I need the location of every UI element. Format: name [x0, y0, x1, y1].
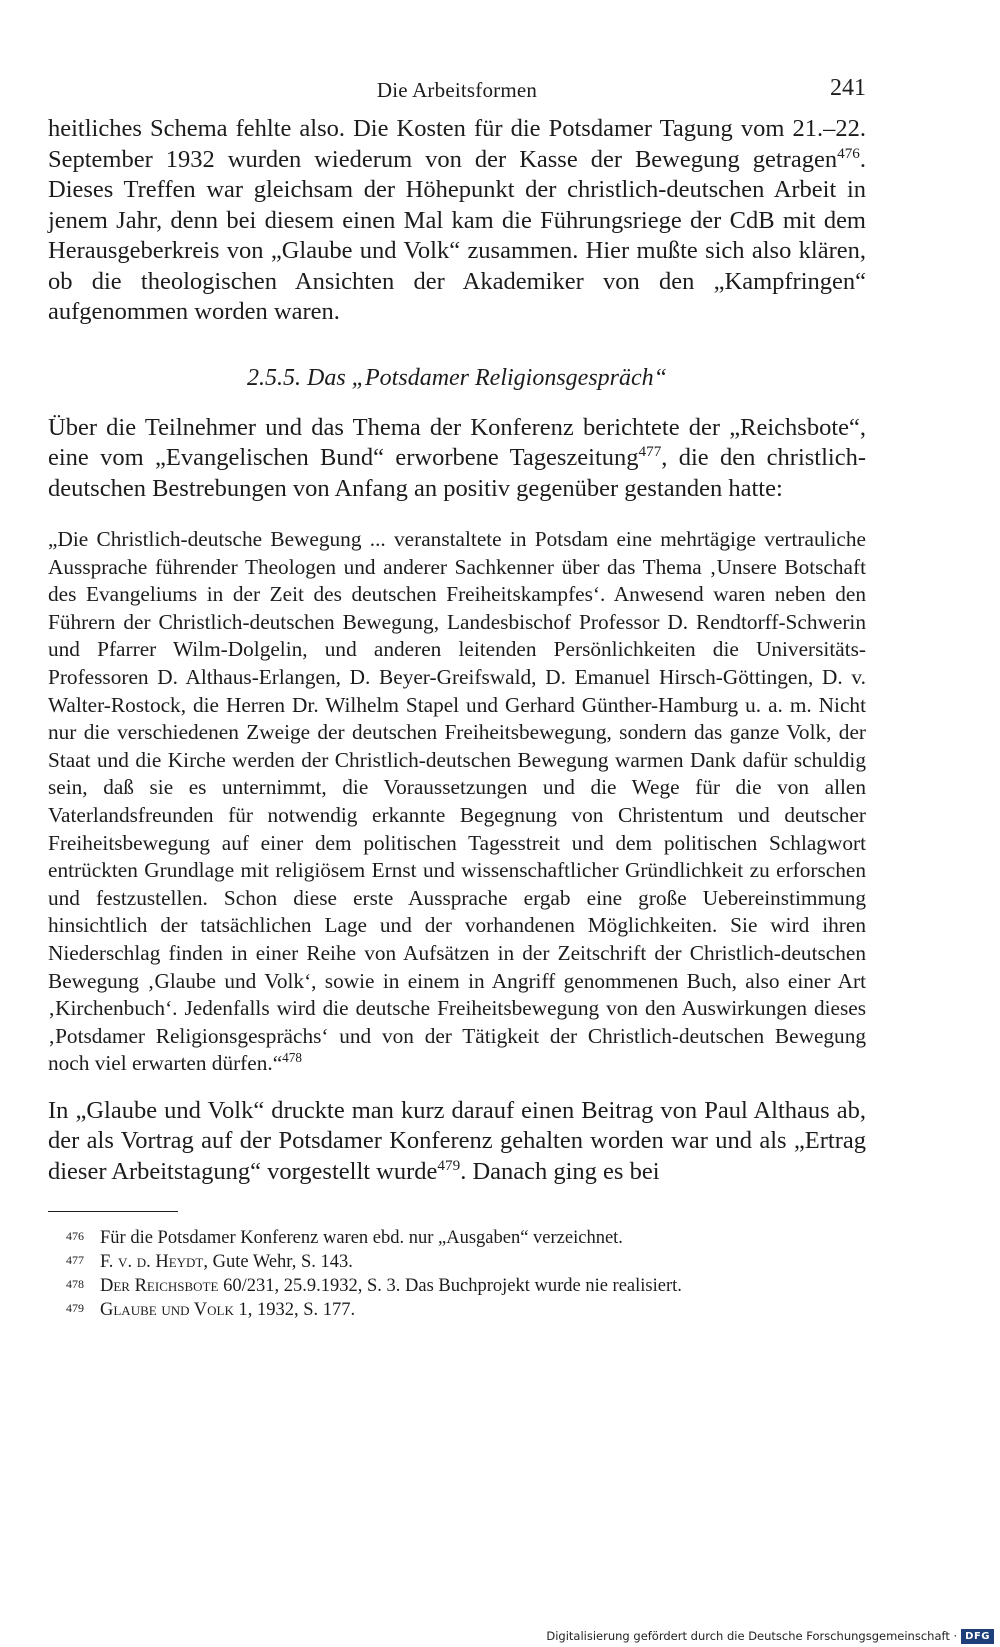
paragraph-3	[48, 1096, 866, 1188]
block-quote	[48, 526, 866, 1078]
footnote-ref-479[interactable]: 479	[437, 1156, 461, 1174]
paragraph-3-text-a: In „Glaube und Volk“ druckte man kurz darauf einen Beitrag von Paul Althaus ab, der als Vortrag auf der Potsdamer Konferenz gehalten worden war und als „Ertrag dieser Arbeitstagung“ vorgestellt wurde	[48, 1096, 866, 1185]
block-quote-text: „Die Christlich-deutsche Bewegung ... veranstaltete in Potsdam eine mehrtägige vertrauliche Aussprache führender Theologen und anderer Sachkenner über das Thema ‚Unsere Botschaft des Evangeliums in der Zeit des deutschen Freiheitskampfes‘. Anwesend waren neben den Führern der Christlich-deutschen Bewegung, Landesbischof Professor D. Rendtorff-Schwerin und Pfarrer Wilm-Dolgelin, und anderen leitenden Persönlichkeiten die Universitäts-Professoren D. Althaus-Erlangen, D. Beyer-Greifswald, D. Emanuel Hirsch-Göttingen, D. v. Walter-Rostock, die Herren Dr. Wilhelm Stapel und Gerhard Günther-Hamburg u. a. m. Nicht nur die verschiedenen Zweige der deutschen Freiheitsbewegung, sondern das ganze Volk, der Staat und die Kirche werden der Christlich-deutschen Bewegung warmen Dank dafür schuldig sein, daß sie es unternimmt, die Voraussetzungen und die Wege für die von allen Vaterlandsfreunden für notwendig erkannte Begegnung von Christentum und deutscher Freiheitsbewegung auf einer dem politischen Tagesstreit und dem politischen Schlagwort entrückten Grundlage mit religiösem Ernst und wissenschaftlicher Gründlichkeit zu erforschen und festzustellen. Schon diese erste Aussprache ergab eine große Uebereinstimmung hinsichtlich der tatsächlichen Lage und der vorhandenen Möglichkeiten. Sie wird ihren Niederschlag finden in einer Reihe von Aufsätzen in der Zeitschrift der Christlich-deutschen Bewegung ‚Glaube und Volk‘, sowie in einem in Angriff genommenen Buch, also einer Art ‚Kirchenbuch‘. Jedenfalls wird die deutsche Freiheitsbewegung von den Auswirkungen dieses ‚Potsdamer Religionsgesprächs‘ und von der Tätigkeit der Christlich-deutschen Bewegung noch viel erwarten dürfen.“	[48, 527, 866, 1076]
footnote-ref-478[interactable]: 478	[282, 1050, 302, 1066]
paragraph-1-text-a: heitliches Schema fehlte also. Die Kosten für die Potsdamer Tagung vom 21.–22. September 1932 wurden wiederum von der Kasse der Bewegung getragen	[48, 115, 866, 173]
paragraph-2	[48, 413, 866, 505]
paragraph-2-text-a: Über die Teilnehmer und das Thema der Konferenz berichtete der „Reichsbote“, eine vom „Evangelischen Bund“ erworbene Tageszeitung	[48, 413, 866, 471]
footnote-478	[48, 1274, 866, 1298]
footnote-number: 476	[66, 1229, 84, 1244]
footnote-476	[48, 1226, 866, 1250]
footnote-text: , Gute Wehr, S. 143.	[203, 1252, 353, 1273]
page-number: 241	[830, 75, 866, 101]
section-heading: 2.5.5. Das „Potsdamer Religionsgespräch“	[247, 364, 667, 391]
footnote-source: Der Reichsbote	[100, 1276, 219, 1297]
footnote-author: F. v. d. Heydt	[100, 1252, 204, 1273]
footnotes	[48, 1226, 866, 1322]
footnote-479	[48, 1298, 866, 1322]
running-head	[48, 70, 866, 114]
paragraph-1	[48, 114, 866, 328]
digitization-note	[546, 1625, 1000, 1647]
paragraph-1-text-b: . Dieses Treffen war gleichsam der Höhepunkt der christlich-deutschen Arbeit in jenem Jahr, denn bei diesem einen Mal kam die Führungsriege der CdB mit dem Herausgeberkreis von „Glaube und Volk“ zusammen. Hier mußte sich also klären, ob die theologischen Ansichten der Akademiker von den „Kampfringen“ aufgenommen worden waren.	[48, 145, 866, 325]
footnote-separator	[48, 1211, 178, 1212]
footnote-text: Für die Potsdamer Konferenz waren ebd. nur „Ausgaben“ verzeichnet.	[100, 1228, 623, 1249]
footnote-ref-476[interactable]: 476	[837, 144, 860, 162]
dfg-logo: DFG	[961, 1629, 994, 1644]
paragraph-2-text-b: , die den christlich-deutschen Bestrebungen von Anfang an positiv gegenüber gestanden hatte:	[48, 444, 866, 502]
footnote-ref-477[interactable]: 477	[638, 442, 662, 460]
footnote-text: 1, 1932, S. 177.	[233, 1300, 356, 1321]
footnote-text: 60/231, 25.9.1932, S. 3. Das Buchprojekt wurde nie realisiert.	[218, 1276, 682, 1297]
book-page	[48, 70, 866, 1322]
running-title: Die Arbeitsformen	[376, 78, 538, 102]
digitization-text: Digitalisierung gefördert durch die Deutsche Forschungsgemeinschaft ·	[546, 1629, 958, 1643]
footnote-477	[48, 1250, 866, 1274]
footnote-source: Glaube und Volk	[100, 1300, 234, 1321]
paragraph-3-text-b: . Danach ging es bei	[460, 1157, 660, 1185]
footnote-number: 478	[66, 1277, 84, 1292]
footnote-number: 477	[66, 1253, 84, 1268]
footnote-number: 479	[66, 1301, 84, 1316]
